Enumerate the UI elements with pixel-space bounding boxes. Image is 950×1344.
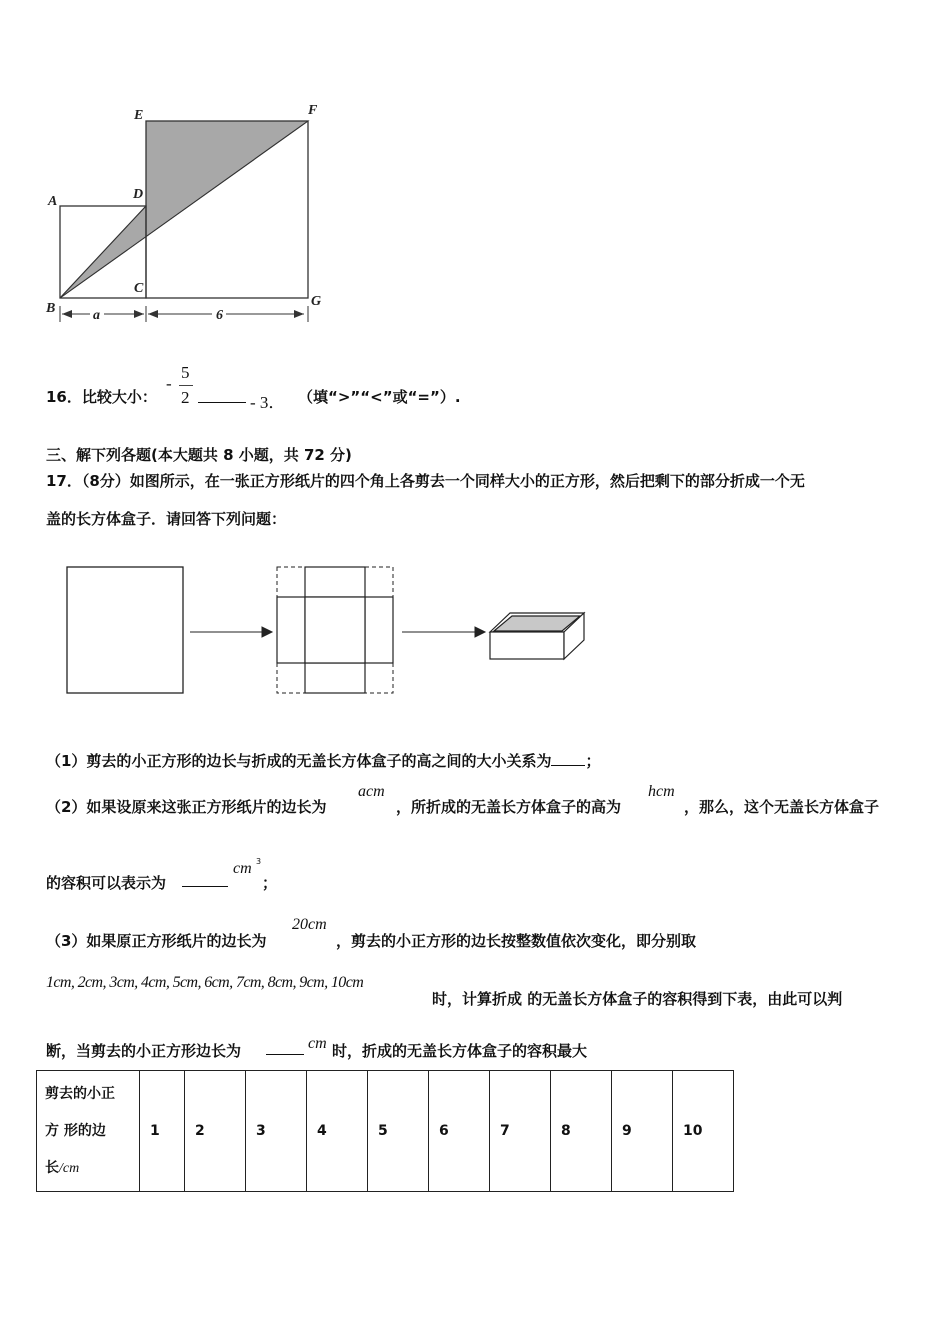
- table-cell: 9: [612, 1071, 673, 1192]
- question-17-1: （1）剪去的小正方形的边长与折成的无盖长方体盒子的高之间的大小关系为 ；: [46, 752, 601, 770]
- table-cell: 5: [368, 1071, 429, 1192]
- label-c: C: [134, 281, 144, 296]
- answer-blank-17-2[interactable]: [182, 886, 228, 887]
- label-b: B: [46, 301, 56, 316]
- table-cell: 1: [140, 1071, 185, 1192]
- table-cell: 3: [246, 1071, 307, 1192]
- fraction-numerator: 5: [181, 363, 190, 382]
- fraction-denominator: 2: [181, 388, 190, 407]
- table-cell: 2: [185, 1071, 246, 1192]
- exam-page: A B C D E F G a 6 16．比较大小： - 5 2 - 3． （填“>”“<”或“=”）. 三、解下列各题(本大题共 8 小题，共 72 分) 17．（8分）如图所示，在一张正方形纸片的四个角上各剪去一个同样大小的正方形，然后把剩下的部分折成一个无 盖的长方体盒子．请回答下列问题： （1）剪去的小正方形的边长与折成的无盖长方体盒子的高之间的大小关系为 ； （2）如果设原来这张正方形纸片的边长为 acm ，所折成的无盖长方体盒子的高为 hcm ，那么，这个无盖长方体盒子 的容积可以表示为 cm 3 ； （3）如果原正方形纸片的边长为 20cm ，剪去的小正方形的边长按整数值依次变化，即分别取 1cm, 2cm, 3cm, 4cm, 5cm, 6cm, 7cm, 8cm, 9cm, 10cm 时，计算折成 的无盖长方体盒子的容积得到下表，由此可以判 断，当剪去的小正方形边长为 cm 时，折成的无盖长方体盒子的容积最大 剪去的小正 方 形的边 长/cm 1 2 3 4 5 6 7 8 9 10: [0, 0, 950, 1344]
- section-title: 三、解下列各题(本大题共 8 小题，共 72 分): [46, 446, 352, 464]
- table-cell: 10: [673, 1071, 734, 1192]
- label-f: F: [308, 103, 318, 118]
- table-cell: 8: [551, 1071, 612, 1192]
- answer-blank-17-1[interactable]: [551, 765, 585, 766]
- open-box: [490, 613, 584, 659]
- table-cell: 4: [307, 1071, 368, 1192]
- label-dim-a: a: [93, 308, 100, 323]
- answer-blank-17-3[interactable]: [266, 1054, 304, 1055]
- label-d: D: [133, 187, 144, 202]
- table-row: [37, 1071, 734, 1192]
- volume-table: [36, 1070, 734, 1192]
- table-header-cell: 剪去的小正 方 形的边 长/cm: [37, 1071, 140, 1192]
- box-folding-diagram: [60, 560, 600, 700]
- answer-blank-16[interactable]: [198, 402, 246, 403]
- original-square: [67, 567, 183, 693]
- table-cell: 7: [490, 1071, 551, 1192]
- question-16: 16．比较大小：: [46, 388, 157, 406]
- label-e: E: [134, 108, 144, 123]
- geometry-figure: [0, 90, 340, 340]
- table-cell: 6: [429, 1071, 490, 1192]
- label-dim-6: 6: [216, 308, 223, 323]
- label-a: A: [48, 194, 58, 209]
- label-g: G: [311, 294, 322, 309]
